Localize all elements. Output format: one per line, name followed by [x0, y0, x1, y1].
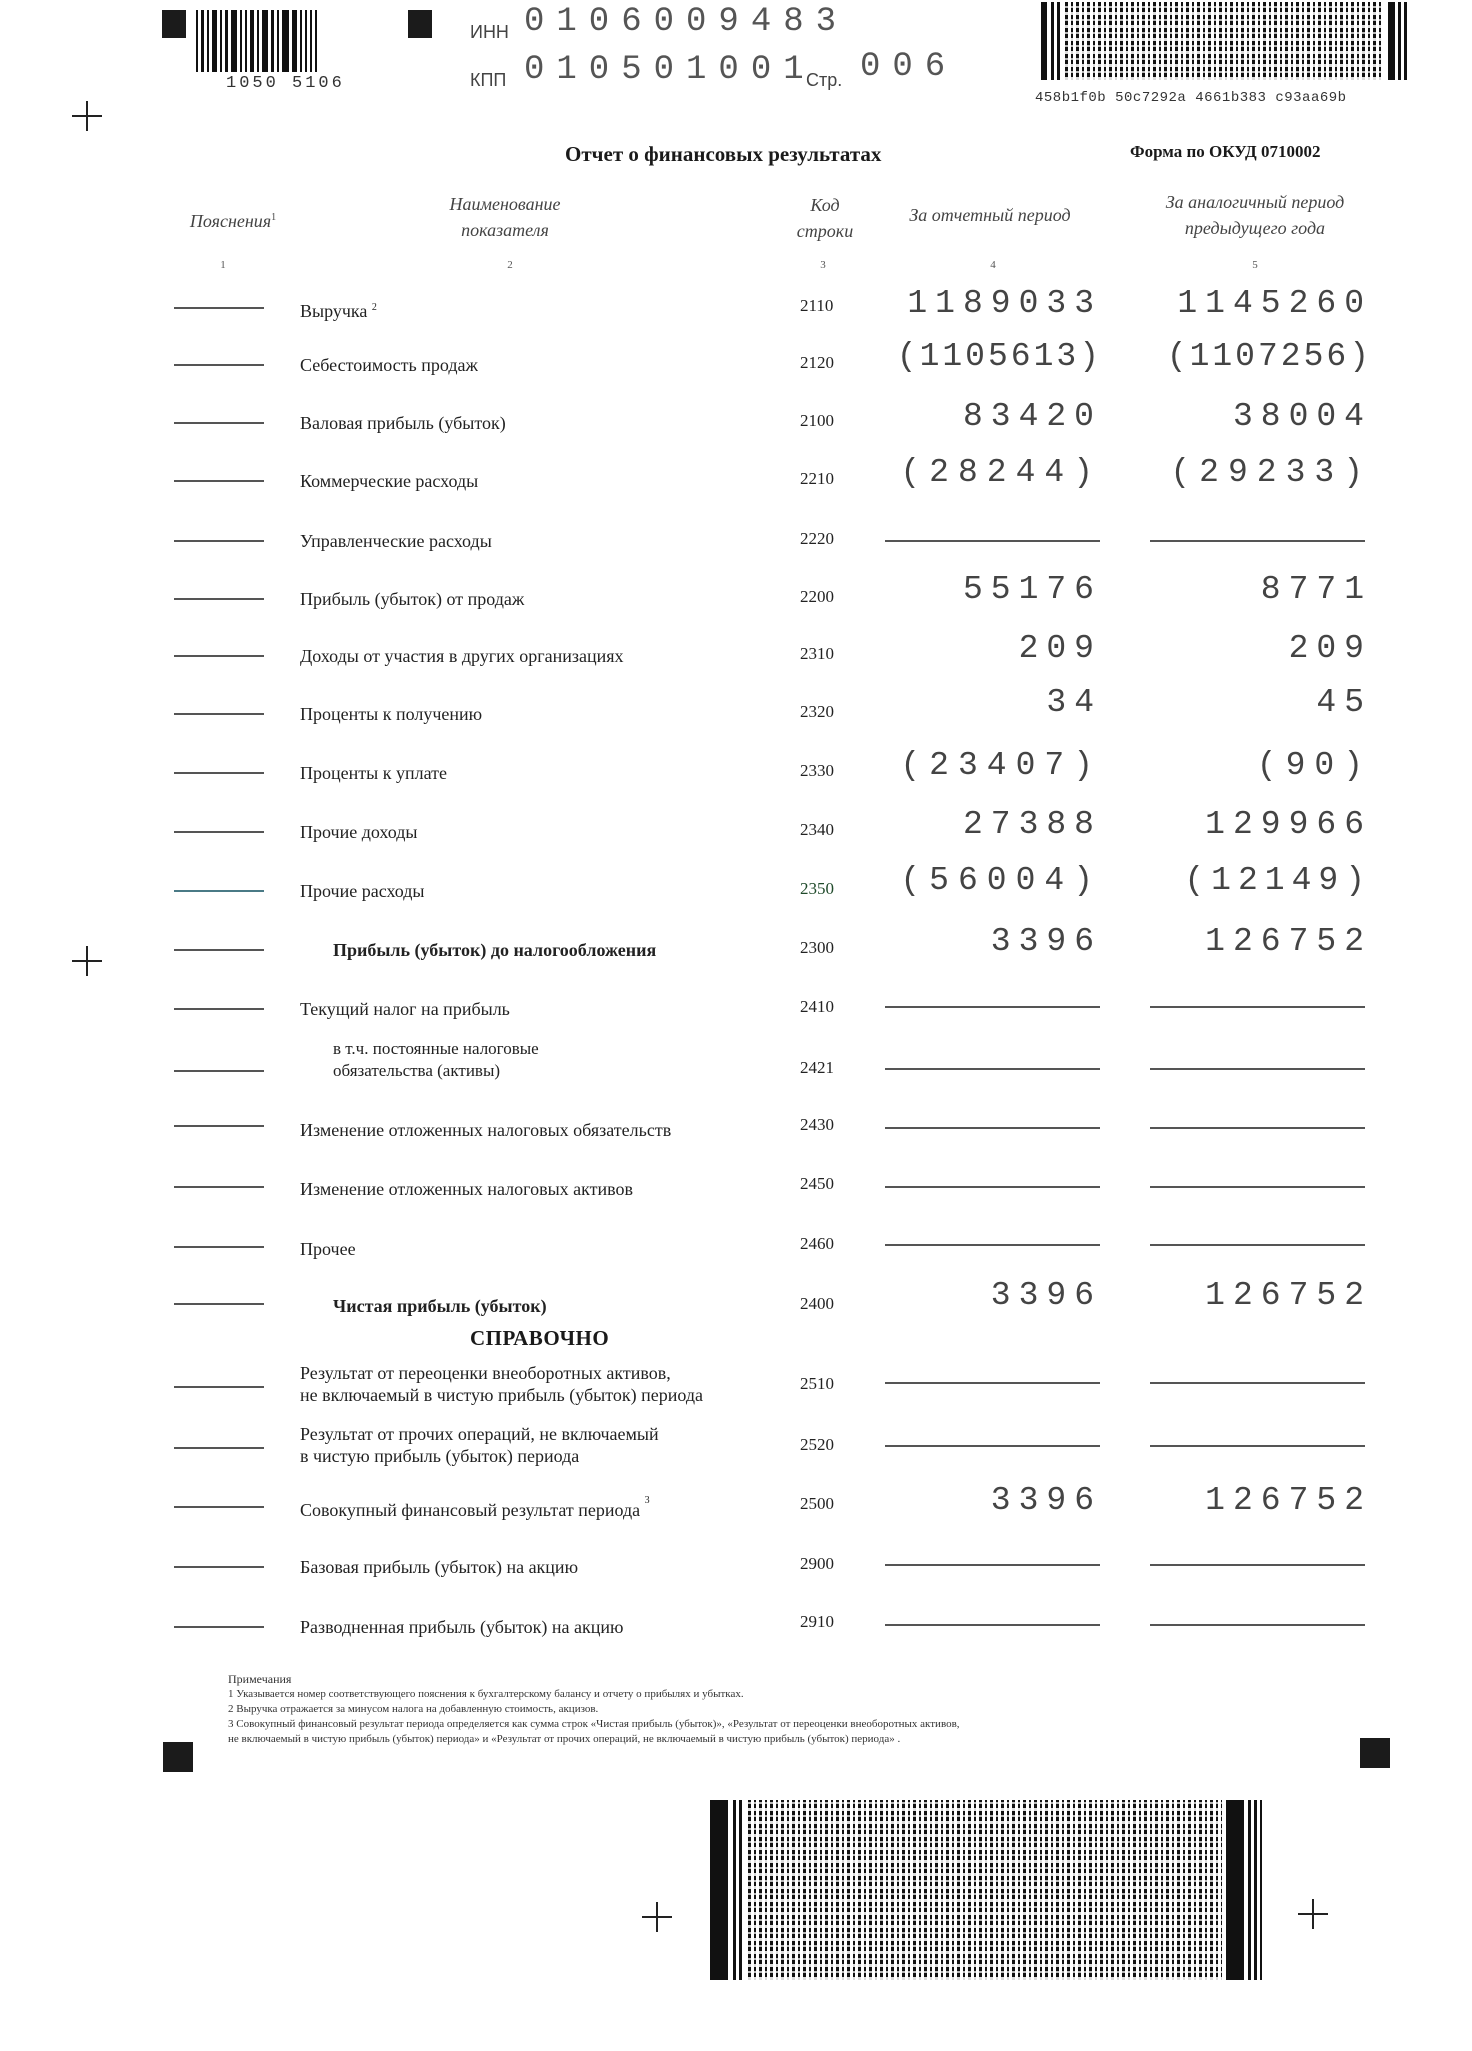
- explanation-dash: [174, 713, 264, 715]
- row-code: 2520: [800, 1435, 834, 1454]
- row-label: Прибыль (убыток) до налогообложения: [333, 940, 657, 960]
- row-label: Валовая прибыль (убыток): [300, 413, 506, 433]
- table-row-2200: [0, 571, 1472, 616]
- table-row-2430: [0, 1107, 1472, 1147]
- empty-value-current: [885, 1127, 1100, 1129]
- row-code: 2910: [800, 1612, 834, 1631]
- table-row-2510: [0, 1360, 1472, 1416]
- table-row-2120: [0, 338, 1472, 382]
- column-header-explanations: Пояснения$^1$: [189, 211, 277, 231]
- row-code: 2500: [800, 1494, 834, 1513]
- table-row-2450: [0, 1166, 1472, 1206]
- page-label: Стр.: [806, 70, 843, 90]
- table-row-2320: [0, 684, 1472, 731]
- empty-value-previous: [1150, 1186, 1365, 1188]
- explanation-dash: [174, 1626, 264, 1628]
- value-current: 3396: [990, 1482, 1102, 1519]
- value-previous: 126752: [1205, 1482, 1372, 1519]
- footnote-1: 1 Указывается номер соответствующего пояснения к бухгалтерскому балансу и отчету о прибылях и убытках.: [228, 1688, 744, 1700]
- explanation-dash: [174, 422, 264, 424]
- kpp-value: 010501001: [524, 51, 816, 89]
- value-current: (56004): [900, 862, 1102, 899]
- value-current: (1105613): [896, 338, 1102, 375]
- value-current: 55176: [962, 571, 1102, 608]
- registration-mark-bottom-left: [163, 1742, 193, 1772]
- value-previous: (29233): [1170, 454, 1372, 491]
- row-label: Чистая прибыль (убыток): [333, 1296, 547, 1316]
- row-label: Базовая прибыль (убыток) на акцию: [300, 1557, 579, 1577]
- table-row-2300: [0, 923, 1472, 967]
- row-label: Результат от прочих операций, не включаемый в чистую прибыль (убыток) периода: [300, 1424, 659, 1466]
- value-current: 27388: [962, 806, 1102, 843]
- value-current: 1189033: [907, 285, 1102, 322]
- row-code: 2300: [800, 938, 834, 957]
- footnotes-title: Примечания: [228, 1672, 292, 1686]
- value-current: (28244): [900, 454, 1102, 491]
- explanation-dash: [174, 1008, 264, 1010]
- empty-value-previous: [1150, 1624, 1365, 1626]
- explanation-dash: [174, 364, 264, 366]
- row-code: 2900: [800, 1554, 834, 1573]
- value-previous: (12149): [1184, 862, 1372, 899]
- row-label: Прочее: [300, 1239, 356, 1259]
- row-label: Доходы от участия в других организациях: [300, 646, 624, 666]
- barcode-number: 1050 5106: [226, 74, 345, 93]
- table-row-2460: [0, 1226, 1472, 1266]
- empty-value-previous: [1150, 1127, 1365, 1129]
- row-code: 2510: [800, 1374, 834, 1393]
- table-row-2340: [0, 806, 1472, 849]
- explanation-dash: [174, 307, 264, 309]
- table-row-2520: [0, 1421, 1472, 1477]
- explanation-dash: [174, 1566, 264, 1568]
- value-previous: 1145260: [1177, 285, 1372, 322]
- value-current: (23407): [900, 747, 1102, 784]
- column-number-2: 2: [507, 259, 513, 271]
- table-row-2910: [0, 1604, 1472, 1644]
- explanation-dash: [174, 1186, 264, 1188]
- empty-value-current: [885, 1445, 1100, 1447]
- page-value: 006: [860, 48, 958, 86]
- inn-value: 0106009483: [524, 3, 849, 41]
- empty-value-current: [885, 1624, 1100, 1626]
- row-label: в т.ч. постоянные налоговые обязательства (активы): [333, 1039, 539, 1080]
- table-row-2330: [0, 747, 1472, 790]
- explanation-dash: [174, 772, 264, 774]
- value-previous: 126752: [1205, 923, 1372, 960]
- document-hash: 458b1f0b 50c7292a 4661b383 c93aa69b: [1035, 90, 1347, 106]
- column-header-previous-period: За аналогичный период предыдущего года: [1165, 192, 1345, 238]
- column-number-3: 3: [820, 259, 826, 271]
- inn-label: ИНН: [470, 22, 509, 42]
- okud-form-code: Форма по ОКУД 0710002: [1130, 142, 1321, 161]
- footnote-2: 2 Выручка отражается за минусом налога на добавленную стоимость, акцизов.: [228, 1703, 599, 1715]
- explanation-dash: [174, 1506, 264, 1508]
- row-code: 2120: [800, 353, 834, 372]
- empty-value-current: [885, 540, 1100, 542]
- explanation-dash: [174, 655, 264, 657]
- value-previous: 126752: [1205, 1277, 1372, 1314]
- registration-mark-top-left: [162, 10, 186, 38]
- value-previous: 209: [1288, 630, 1372, 667]
- column-number-4: 4: [990, 259, 996, 271]
- row-code: 2421: [800, 1058, 834, 1077]
- explanation-dash: [174, 1447, 264, 1449]
- empty-value-current: [885, 1068, 1100, 1070]
- table-row-2400: [0, 1277, 1472, 1323]
- explanation-dash: [174, 1070, 264, 1072]
- table-row-2210: [0, 454, 1472, 498]
- row-label: Разводненная прибыль (убыток) на акцию: [300, 1617, 624, 1637]
- footnote-3-continued: не включаемый в чистую прибыль (убыток) периода» и «Результат от прочих операций, не включаемый в чистую прибыль (убыток) периода» .: [228, 1733, 901, 1745]
- crosshair-icon-top-left: [72, 101, 102, 131]
- row-label: Прибыль (убыток) от продаж: [300, 589, 525, 609]
- explanation-dash: [174, 1303, 264, 1305]
- table-row-2110: [0, 285, 1472, 325]
- row-code: 2430: [800, 1115, 834, 1134]
- row-code: 2330: [800, 761, 834, 780]
- row-label: Изменение отложенных налоговых обязательств: [300, 1120, 672, 1140]
- row-label: Проценты к получению: [300, 704, 483, 724]
- registration-mark-bottom-right: [1360, 1738, 1390, 1768]
- row-label: Результат от переоценки внеоборотных активов, не включаемый в чистую прибыль (убыток) периода: [300, 1363, 703, 1405]
- footnotes: [228, 1672, 960, 1747]
- row-label: Изменение отложенных налоговых активов: [300, 1179, 634, 1199]
- registration-mark-top-center: [408, 10, 432, 38]
- value-previous: 38004: [1232, 398, 1372, 435]
- row-code: 2400: [800, 1294, 834, 1313]
- column-number-5: 5: [1252, 259, 1258, 271]
- empty-value-previous: [1150, 540, 1365, 542]
- value-current: 209: [1018, 630, 1102, 667]
- row-label: Себестоимость продаж: [300, 355, 478, 375]
- row-code: 2310: [800, 644, 834, 663]
- empty-value-previous: [1150, 1244, 1365, 1246]
- row-label: Прочие доходы: [300, 822, 418, 842]
- empty-value-previous: [1150, 1445, 1365, 1447]
- row-code: 2210: [800, 469, 834, 488]
- empty-value-current: [885, 1382, 1100, 1384]
- empty-value-previous: [1150, 1006, 1365, 1008]
- value-previous: (1107256): [1166, 338, 1372, 375]
- table-row-2500: [0, 1484, 1472, 1524]
- value-previous: 129966: [1205, 806, 1372, 843]
- row-code: 2200: [800, 587, 834, 606]
- empty-value-current: [885, 1564, 1100, 1566]
- empty-value-previous: [1150, 1382, 1365, 1384]
- table-row-2410: [0, 986, 1472, 1026]
- row-code: 2220: [800, 529, 834, 548]
- row-code: 2410: [800, 997, 834, 1016]
- empty-value-current: [885, 1186, 1100, 1188]
- column-header-code: Код строки: [796, 195, 854, 241]
- value-current: 3396: [990, 923, 1102, 960]
- row-code: 2450: [800, 1174, 834, 1193]
- row-label: Текущий налог на прибыль: [300, 999, 510, 1019]
- barcode-1d: [196, 10, 382, 72]
- value-previous: 45: [1316, 684, 1372, 721]
- row-label: Выручка $^2$: [300, 301, 377, 321]
- empty-value-previous: [1150, 1564, 1365, 1566]
- value-current: 34: [1046, 684, 1102, 721]
- value-previous: 8771: [1260, 571, 1372, 608]
- value-current: 3396: [990, 1277, 1102, 1314]
- table-row-2421: [0, 1036, 1472, 1096]
- explanation-dash: [174, 1125, 264, 1127]
- empty-value-previous: [1150, 1068, 1365, 1070]
- explanation-dash: [174, 1386, 264, 1388]
- value-previous: (90): [1256, 747, 1372, 784]
- crosshair-icon-bottom-right: [1298, 1899, 1328, 1929]
- barcode-2d-top: [1041, 2, 1407, 80]
- table-row-2350: [0, 862, 1472, 908]
- section-heading-reference: СПРАВОЧНО: [470, 1326, 610, 1350]
- row-label: Прочие расходы: [300, 881, 425, 901]
- table-row-2220: [0, 518, 1472, 558]
- row-code: 2340: [800, 820, 834, 839]
- explanation-dash: [174, 598, 264, 600]
- explanation-dash: [174, 480, 264, 482]
- explanation-dash: [174, 890, 264, 892]
- row-label: Совокупный финансовый результат периода $^3$: [300, 1495, 650, 1520]
- empty-value-current: [885, 1006, 1100, 1008]
- explanation-dash: [174, 949, 264, 951]
- footnote-3: 3 Совокупный финансовый результат периода определяется как сумма строк «Чистая прибыль (убыток)», «Результат от переоценки внеоборотных активов,: [228, 1718, 960, 1730]
- row-label: Коммерческие расходы: [300, 471, 479, 491]
- column-header-indicator: Наименование показателя: [449, 194, 561, 240]
- value-current: 83420: [962, 398, 1102, 435]
- kpp-label: КПП: [470, 70, 507, 90]
- table-row-2310: [0, 630, 1472, 673]
- crosshair-icon-bottom-left: [642, 1902, 672, 1932]
- row-code: 2350: [800, 879, 834, 898]
- row-code: 2110: [800, 296, 834, 315]
- row-label: Проценты к уплате: [300, 763, 447, 783]
- column-number-1: 1: [220, 259, 226, 271]
- row-code: 2320: [800, 702, 834, 721]
- table-row-2100: [0, 400, 1472, 440]
- empty-value-current: [885, 1244, 1100, 1246]
- table-row-2900: [0, 1544, 1472, 1584]
- barcode-2d-bottom: [710, 1800, 1262, 1980]
- report-title: Отчет о финансовых результатах: [565, 142, 882, 166]
- explanation-dash: [174, 540, 264, 542]
- column-header-current-period: За отчетный период: [909, 205, 1071, 225]
- explanation-dash: [174, 1246, 264, 1248]
- row-code: 2100: [800, 411, 834, 430]
- explanation-dash: [174, 831, 264, 833]
- row-label: Управленческие расходы: [300, 531, 492, 551]
- row-code: 2460: [800, 1234, 834, 1253]
